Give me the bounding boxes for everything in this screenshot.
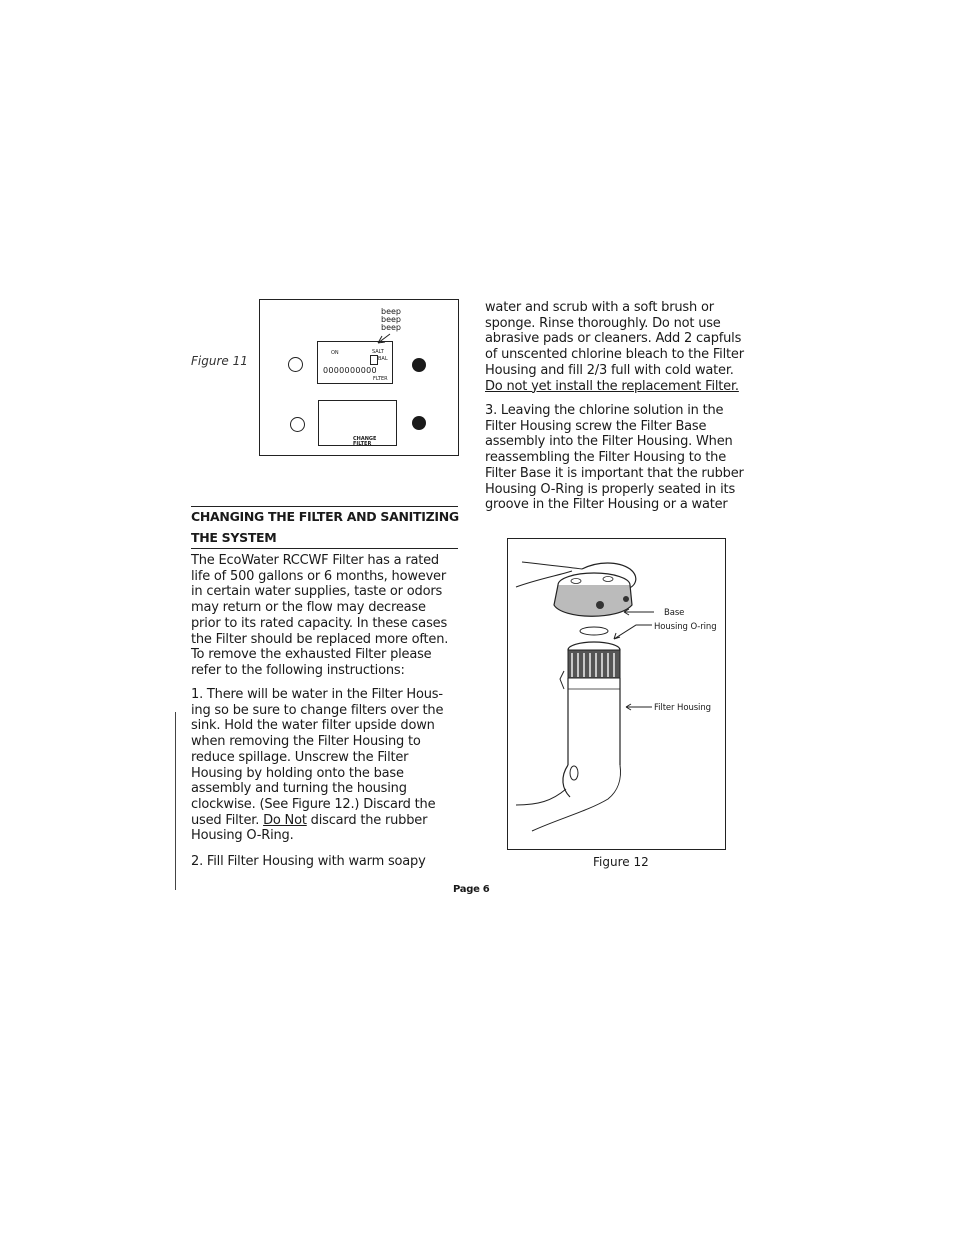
figure-12-panel — [507, 538, 726, 850]
beep-label: beep — [381, 315, 401, 324]
text-line: groove in the Filter Housing or a water — [485, 497, 728, 513]
text-line: Housing by holding onto the base — [191, 765, 404, 781]
text-line: Filter Housing screw the Filter Base — [485, 418, 707, 434]
button-circle-outline-icon — [288, 357, 303, 372]
beep-label: beep — [381, 307, 401, 316]
section-heading-line2: THE SYSTEM — [191, 530, 277, 545]
text-line: refer to the following instructions: — [191, 662, 405, 678]
change-filter-label: CHANGE FILTER — [353, 436, 377, 447]
text-line: ing so be sure to change filters over the — [191, 702, 444, 718]
continued-paragraph — [485, 300, 765, 394]
do-not-emphasis: Do Not — [263, 812, 307, 828]
digit-display — [317, 341, 393, 384]
display-on-label: ON — [331, 350, 339, 356]
text-line: life of 500 gallons or 6 months, however — [191, 568, 447, 584]
text-line: The EcoWater RCCWF Filter has a rated — [191, 553, 439, 568]
text-line: reduce spillage. Unscrew the Filter — [191, 749, 409, 765]
indicator-light-icon — [412, 416, 426, 430]
intro-paragraph — [191, 553, 461, 679]
beep-label: beep — [381, 323, 401, 332]
figure-12-caption: Figure 12 — [593, 855, 649, 869]
display-bal-label: BAL — [378, 356, 388, 362]
text-line: sponge. Rinse thoroughly. Do not use — [485, 315, 721, 331]
margin-line — [175, 712, 176, 890]
text-line: assembly into the Filter Housing. When — [485, 434, 733, 450]
display-digits: 0000000000 — [323, 366, 377, 375]
callout-housing-oring: Housing O-ring — [654, 622, 717, 632]
text-line: Filter Base it is important that the rubber — [485, 465, 744, 481]
callout-base: Base — [664, 608, 685, 618]
text-fragment: discard the rubber — [306, 812, 428, 828]
text-line: in certain water supplies, taste or odors — [191, 584, 443, 600]
step-3-paragraph — [485, 403, 765, 513]
heading-rule-bottom — [191, 548, 458, 549]
text-line: when removing the Filter Housing to — [191, 734, 421, 750]
text-line: may return or the flow may decrease — [191, 600, 426, 616]
callout-filter-housing: Filter Housing — [654, 703, 711, 713]
page-number: Page 6 — [453, 884, 490, 895]
section-heading-line1: CHANGING THE FILTER AND SANITIZING — [191, 509, 459, 524]
text-fragment: used Filter. — [191, 812, 264, 828]
text-line: prior to its rated capacity. In these cases — [191, 615, 448, 631]
button-circle-outline-icon — [290, 417, 305, 432]
step-1-paragraph — [191, 687, 461, 844]
text-line — [191, 813, 461, 829]
text-line: 1. There will be water in the Filter Hous- — [191, 687, 443, 702]
figure-11-label: Figure 11 — [191, 354, 248, 368]
display-salt-label: SALT — [372, 349, 384, 355]
filter-assembly-illustration — [508, 539, 724, 848]
text-line: sink. Hold the water filter upside down — [191, 718, 435, 734]
text-line: the Filter should be replaced more often. — [191, 631, 449, 647]
text-line: water and scrub with a soft brush or — [485, 300, 714, 315]
lower-display — [318, 400, 397, 446]
text-line: Housing and fill 2/3 full with cold water. — [485, 362, 734, 378]
text-line: 3. Leaving the chlorine solution in the — [485, 403, 724, 418]
text-line: Housing O-Ring. — [191, 828, 294, 844]
text-line: clockwise. (See Figure 12.) Discard the — [191, 796, 436, 812]
text-line: To remove the exhausted Filter please — [191, 647, 432, 663]
display-filter-label: FLTER — [373, 376, 388, 382]
text-line: of unscented chlorine bleach to the Filter — [485, 347, 744, 363]
text-line: reassembling the Filter Housing to the — [485, 450, 727, 466]
text-line: assembly and turning the housing — [191, 781, 407, 797]
figure-11-panel — [259, 299, 459, 456]
text-line: abrasive pads or cleaners. Add 2 capfuls — [485, 331, 742, 347]
text-line: Housing O-Ring is properly seated in its — [485, 481, 736, 497]
indicator-light-icon — [412, 358, 426, 372]
salt-bin-icon — [370, 355, 378, 365]
step-2-paragraph: 2. Fill Filter Housing with warm soapy — [191, 854, 426, 869]
heading-rule-top — [191, 506, 458, 507]
text-line-underlined: Do not yet install the replacement Filter. — [485, 378, 739, 394]
